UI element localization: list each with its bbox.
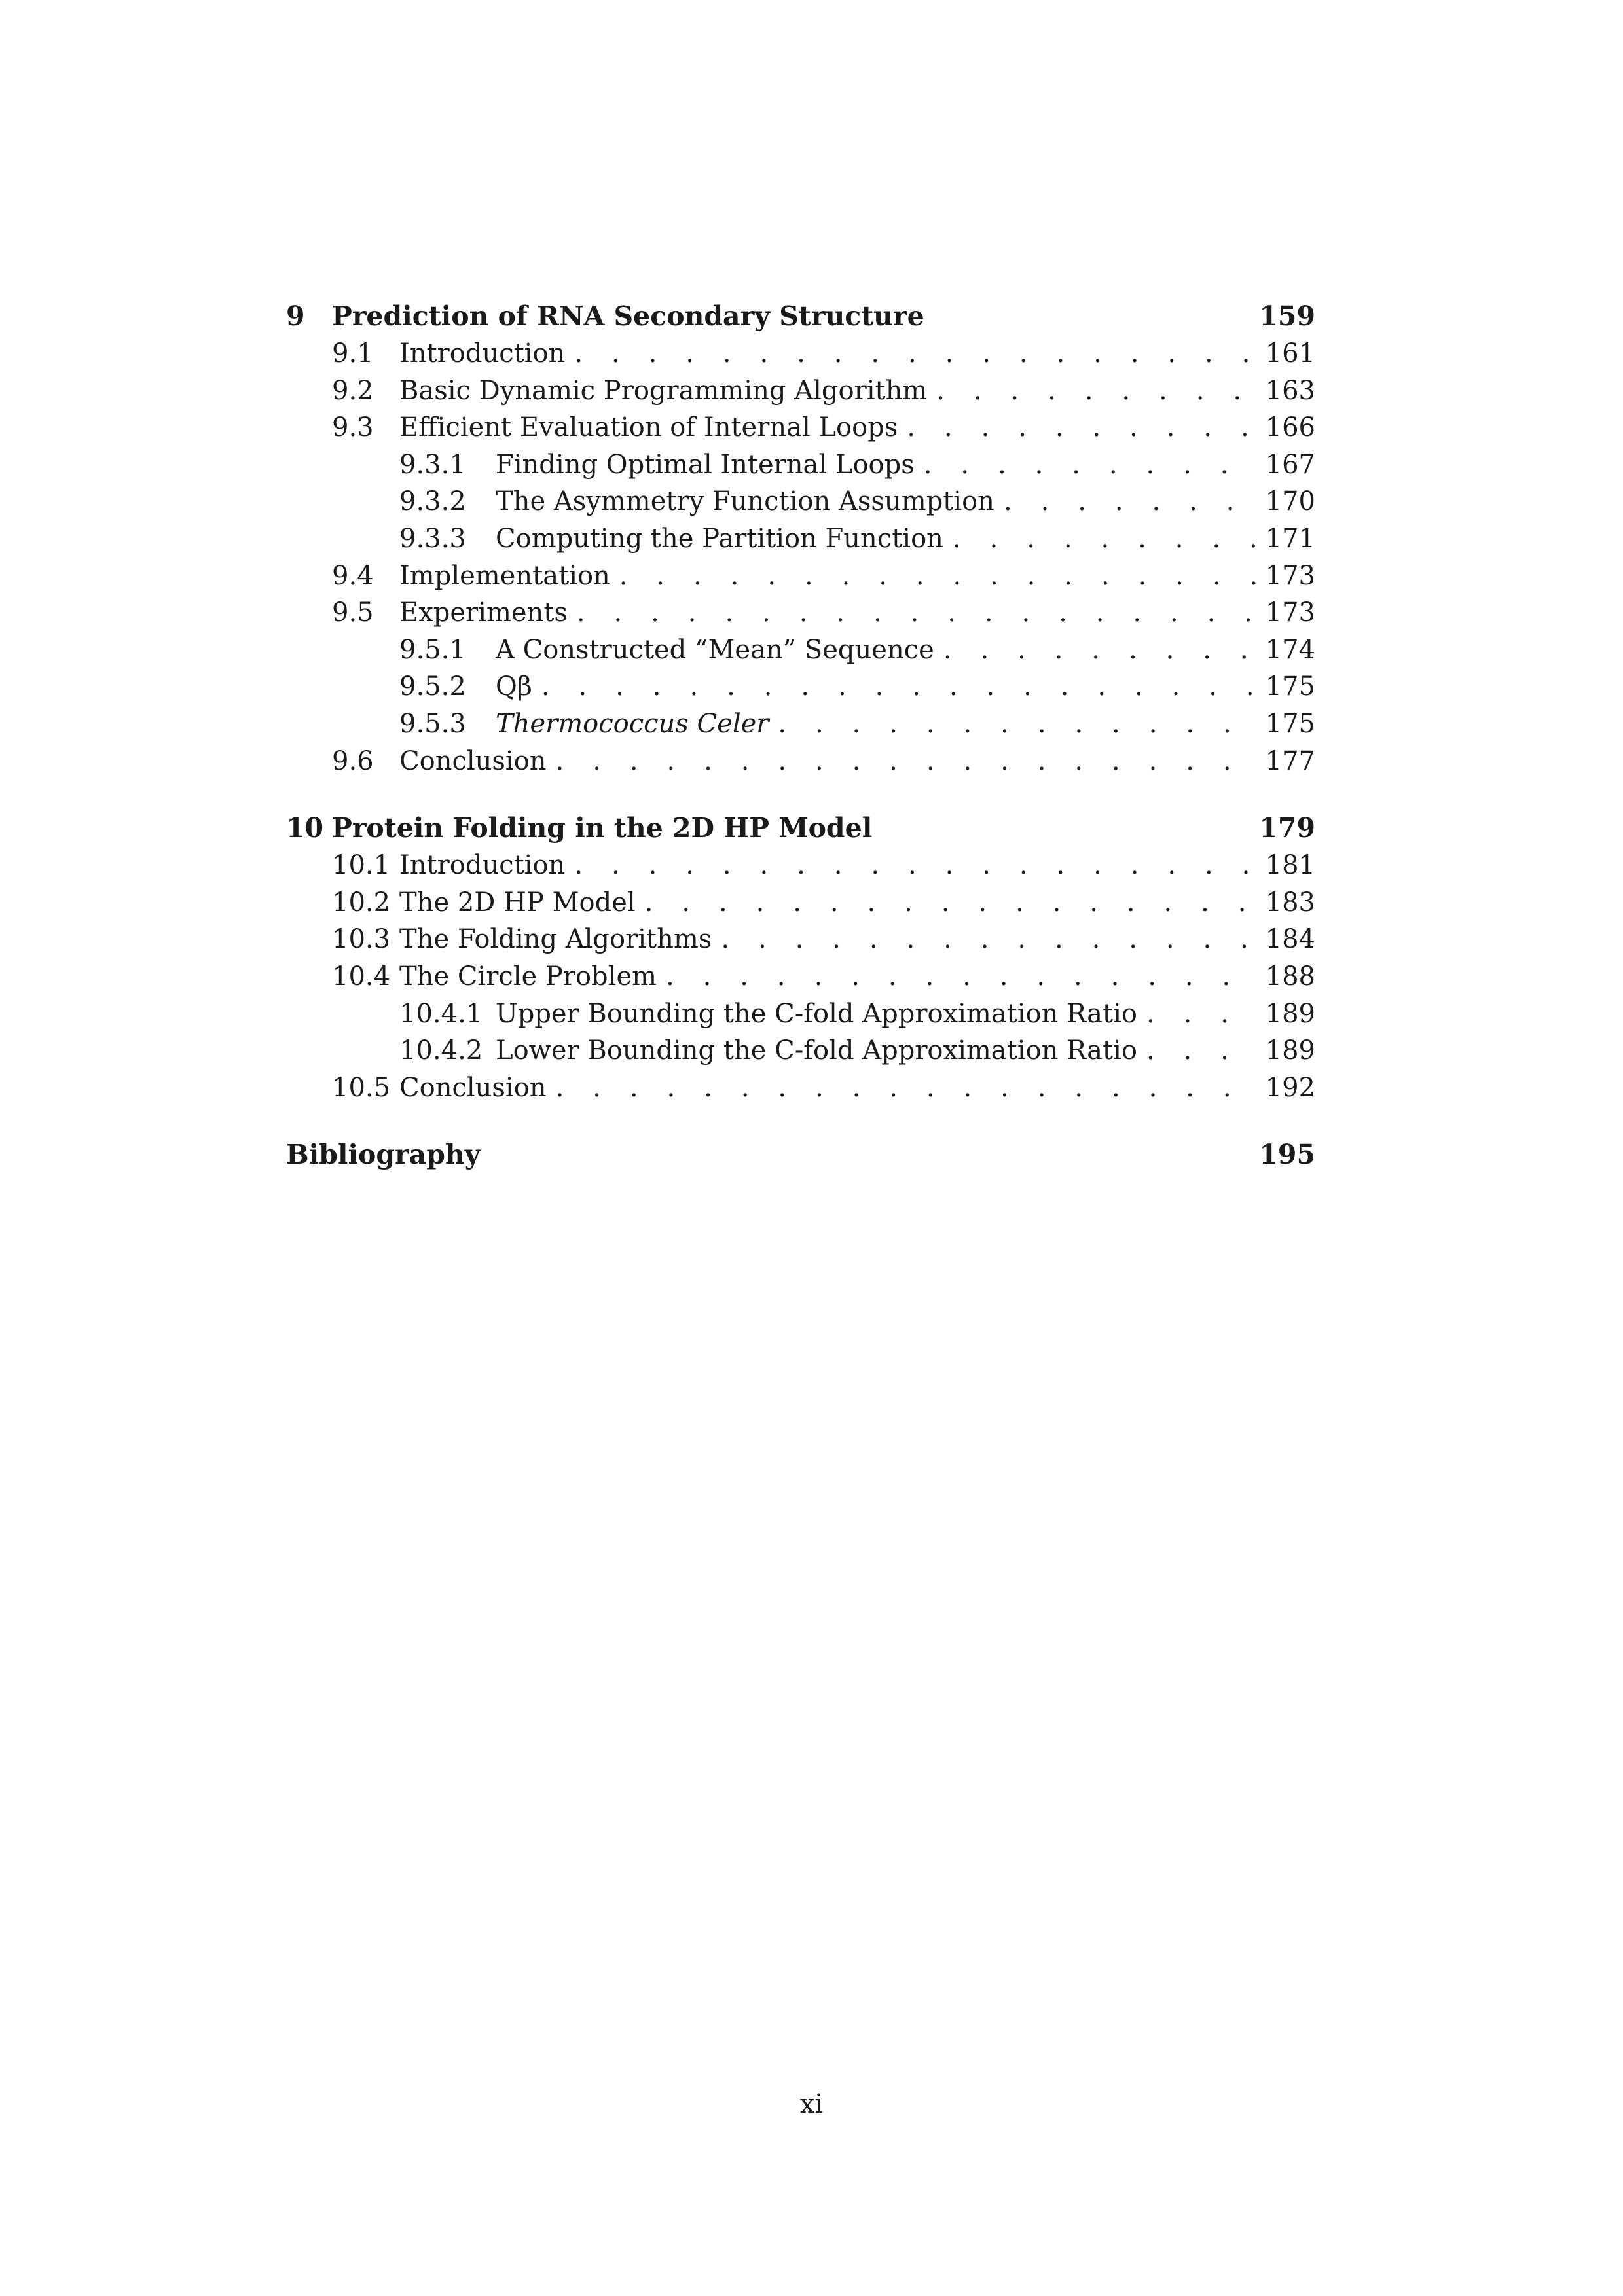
entry-number: 10.1 xyxy=(332,850,391,881)
entry-number: 9.5.1 xyxy=(399,634,466,665)
dot-leader xyxy=(1146,996,1256,1033)
dot-leader xyxy=(778,706,1256,743)
entry-number: 10.3 xyxy=(332,924,391,955)
toc-section-9-1[interactable] xyxy=(286,335,1315,372)
entry-page: 175 xyxy=(1265,672,1315,702)
toc-subsection-9-5-2[interactable] xyxy=(286,668,1315,706)
entry-number: 10.4.1 xyxy=(399,998,483,1029)
dot-leader xyxy=(924,446,1256,484)
page-number: xi xyxy=(799,2089,824,2119)
entry-number: 9.5 xyxy=(332,598,374,628)
entry-title: Introduction xyxy=(399,850,566,881)
toc-chapter-10[interactable] xyxy=(286,810,1315,847)
entry-number: 10 xyxy=(286,812,324,844)
dot-leader xyxy=(1004,483,1256,520)
entry-page: 188 xyxy=(1265,961,1315,992)
entry-page: 179 xyxy=(1259,812,1315,844)
entry-title: The Folding Algorithms xyxy=(399,924,712,955)
table-of-contents xyxy=(286,298,1315,1174)
entry-page: 177 xyxy=(1265,745,1315,776)
entry-page: 171 xyxy=(1265,523,1315,554)
entry-page: 166 xyxy=(1265,412,1315,443)
entry-title: Experiments xyxy=(399,598,568,628)
entry-page: 184 xyxy=(1265,924,1315,955)
entry-page: 173 xyxy=(1265,598,1315,628)
dot-leader xyxy=(666,958,1256,996)
dot-leader xyxy=(574,847,1256,884)
entry-title: A Constructed “Mean” Sequence xyxy=(496,634,934,665)
toc-subsection-9-5-1[interactable] xyxy=(286,632,1315,669)
dot-leader xyxy=(953,520,1256,558)
entry-number: 10.4 xyxy=(332,961,391,992)
toc-section-10-5[interactable] xyxy=(286,1069,1315,1107)
dot-leader xyxy=(556,743,1256,780)
entry-page: 175 xyxy=(1265,708,1315,739)
entry-number: 9.5.3 xyxy=(399,708,466,739)
entry-page: 192 xyxy=(1265,1072,1315,1103)
entry-page: 189 xyxy=(1265,998,1315,1029)
toc-chapter-9[interactable] xyxy=(286,298,1315,335)
dot-leader xyxy=(1146,1032,1256,1069)
entry-number: 9.6 xyxy=(332,745,374,776)
entry-title: Bibliography xyxy=(286,1139,481,1171)
toc-section-9-5[interactable] xyxy=(286,594,1315,632)
entry-number: 9.3 xyxy=(332,412,374,443)
entry-page: 159 xyxy=(1259,300,1315,332)
entry-number: 9.3.2 xyxy=(399,486,466,517)
toc-subsection-9-3-2[interactable] xyxy=(286,483,1315,520)
entry-title: Conclusion xyxy=(399,745,547,776)
entry-page: 163 xyxy=(1265,375,1315,406)
dot-leader xyxy=(541,668,1256,706)
toc-section-10-3[interactable] xyxy=(286,921,1315,958)
entry-title: Conclusion xyxy=(399,1072,547,1103)
entry-title: Lower Bounding the C-fold Approximation Ratio xyxy=(496,1035,1137,1066)
entry-page: 173 xyxy=(1265,560,1315,591)
entry-title: The Asymmetry Function Assumption xyxy=(496,486,994,517)
entry-page: 181 xyxy=(1265,850,1315,881)
entry-number: 9.2 xyxy=(332,375,374,406)
entry-page: 183 xyxy=(1265,887,1315,918)
entry-title: Finding Optimal Internal Loops xyxy=(496,449,915,480)
entry-page: 170 xyxy=(1265,486,1315,517)
entry-title: Efficient Evaluation of Internal Loops xyxy=(399,412,898,443)
entry-page: 161 xyxy=(1265,338,1315,368)
entry-title: Prediction of RNA Secondary Structure xyxy=(332,300,924,332)
entry-title xyxy=(496,706,778,743)
entry-number: 9.3.3 xyxy=(399,523,466,554)
dot-leader xyxy=(721,921,1256,958)
dot-leader xyxy=(574,335,1256,372)
entry-number: 9.4 xyxy=(332,560,374,591)
entry-number: 10.2 xyxy=(332,887,391,918)
toc-section-10-1[interactable] xyxy=(286,847,1315,884)
entry-number: 9.5.2 xyxy=(399,672,466,702)
dot-leader xyxy=(907,409,1256,446)
entry-title: Upper Bounding the C-fold Approximation Ratio xyxy=(496,998,1137,1029)
toc-subsection-9-5-3[interactable] xyxy=(286,706,1315,743)
dot-leader xyxy=(936,372,1256,410)
entry-number: 9.1 xyxy=(332,338,374,368)
entry-page: 195 xyxy=(1259,1139,1315,1171)
entry-number: 10.4.2 xyxy=(399,1035,483,1066)
entry-title: Computing the Partition Function xyxy=(496,523,943,554)
entry-number: 9.3.1 xyxy=(399,449,466,480)
toc-section-10-4[interactable] xyxy=(286,958,1315,996)
toc-section-9-4[interactable] xyxy=(286,558,1315,595)
toc-subsection-10-4-1[interactable] xyxy=(286,996,1315,1033)
entry-title: Basic Dynamic Programming Algorithm xyxy=(399,375,928,406)
entry-title: The Circle Problem xyxy=(399,961,657,992)
toc-subsection-9-3-3[interactable] xyxy=(286,520,1315,558)
entry-page: 167 xyxy=(1265,449,1315,480)
dot-leader xyxy=(619,558,1256,595)
entry-title: Qβ xyxy=(496,672,532,702)
toc-subsection-10-4-2[interactable] xyxy=(286,1032,1315,1069)
entry-number: 9 xyxy=(286,300,305,332)
toc-section-9-3[interactable] xyxy=(286,409,1315,446)
dot-leader xyxy=(577,594,1256,632)
entry-title: Introduction xyxy=(399,338,566,368)
entry-title: Protein Folding in the 2D HP Model xyxy=(332,812,873,844)
toc-section-9-6[interactable] xyxy=(286,743,1315,780)
dot-leader xyxy=(943,632,1256,669)
entry-page: 174 xyxy=(1265,634,1315,665)
toc-section-10-2[interactable] xyxy=(286,884,1315,922)
entry-title: Implementation xyxy=(399,560,610,591)
toc-subsection-9-3-1[interactable] xyxy=(286,446,1315,484)
dot-leader xyxy=(645,884,1256,922)
entry-title: The 2D HP Model xyxy=(399,887,636,918)
entry-title-italic: Thermococcus Celer xyxy=(496,708,769,739)
toc-bibliography[interactable] xyxy=(286,1136,1315,1174)
entry-page: 189 xyxy=(1265,1035,1315,1066)
entry-number: 10.5 xyxy=(332,1072,391,1103)
dot-leader xyxy=(556,1069,1256,1107)
toc-section-9-2[interactable] xyxy=(286,372,1315,410)
